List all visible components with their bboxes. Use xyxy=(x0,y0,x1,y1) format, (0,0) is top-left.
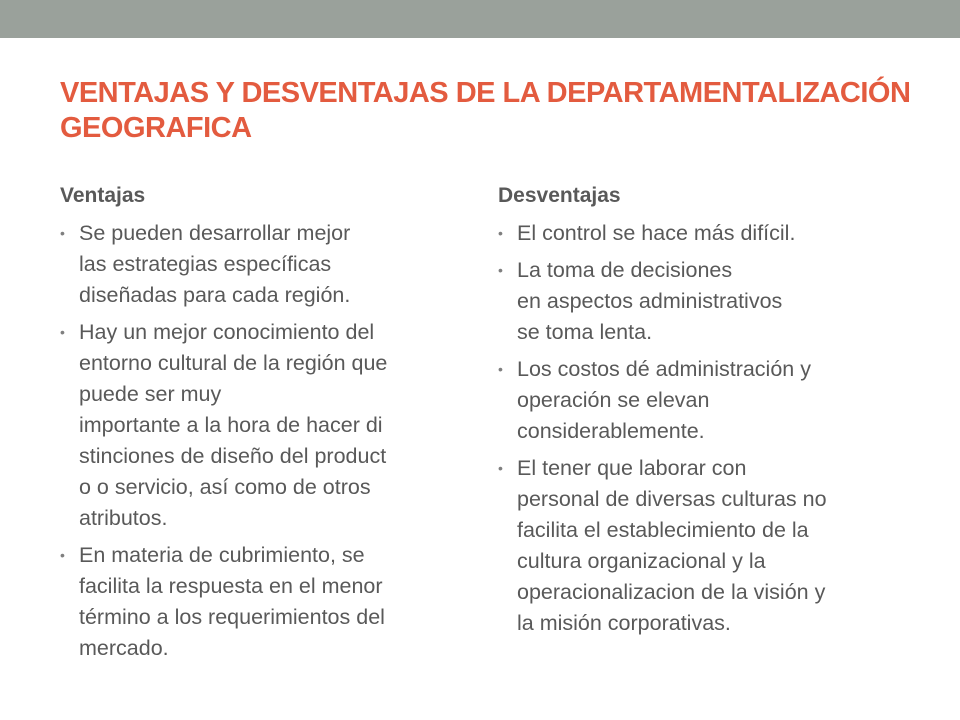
list-item-text: El tener que laborar con personal de diversas culturas no facilita el establecimiento de la cultura organizacional y la operacionalizacion de la visión y la misión corporativas. xyxy=(517,456,827,635)
ventajas-column xyxy=(60,180,470,670)
desventajas-heading: Desventajas xyxy=(498,184,621,207)
bullet-icon: • xyxy=(498,361,503,377)
bullet-icon: • xyxy=(60,225,65,241)
slide-title: VENTAJAS Y DESVENTAJAS DE LA DEPARTAMENTALIZACIÓN GEOGRAFICA xyxy=(60,77,911,144)
list-item-text: Se pueden desarrollar mejor las estrategias específicas diseñadas para cada región. xyxy=(79,221,351,307)
list-item xyxy=(60,540,470,664)
bullet-icon: • xyxy=(498,262,503,278)
list-item xyxy=(498,255,918,348)
desventajas-column xyxy=(498,180,918,645)
list-item xyxy=(60,317,470,534)
list-item xyxy=(498,354,918,447)
desventajas-list xyxy=(498,218,918,639)
list-item xyxy=(60,218,470,311)
list-item xyxy=(498,453,918,639)
ventajas-heading: Ventajas xyxy=(60,184,146,207)
list-item xyxy=(498,218,918,249)
bullet-icon: • xyxy=(60,547,65,563)
list-item-text: Hay un mejor conocimiento del entorno cultural de la región que puede ser muy importante a la hora de hacer di stinciones de diseño del product o o servicio, así como de otros atributos. xyxy=(79,320,388,530)
ventajas-list xyxy=(60,218,470,664)
bullet-icon: • xyxy=(498,460,503,476)
list-item-text: En materia de cubrimiento, se facilita la respuesta en el menor término a los requerimientos del mercado. xyxy=(79,543,385,660)
list-item-text: La toma de decisiones en aspectos administrativos se toma lenta. xyxy=(517,258,783,344)
top-accent-bar xyxy=(0,0,960,38)
bullet-icon: • xyxy=(498,225,503,241)
list-item-text: El control se hace más difícil. xyxy=(517,221,796,245)
bullet-icon: • xyxy=(60,324,65,340)
list-item-text: Los costos dé administración y operación se elevan considerablemente. xyxy=(517,357,811,443)
